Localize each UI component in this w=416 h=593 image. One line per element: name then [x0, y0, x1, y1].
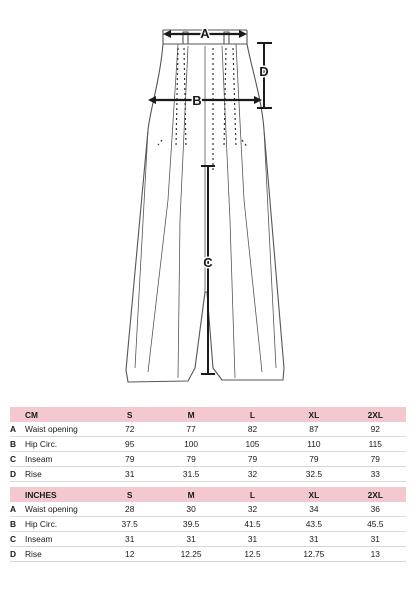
size-header: S: [99, 487, 160, 502]
row-label: Inseam: [24, 532, 99, 547]
table-cell: 31: [283, 532, 344, 547]
table-cell: 12.75: [283, 547, 344, 562]
stitch-lines: [158, 48, 248, 170]
size-table-inches: [10, 487, 406, 562]
size-header: XL: [283, 407, 344, 422]
row-label: Waist opening: [24, 502, 99, 517]
inseam-measure: [201, 166, 215, 374]
table-row: [10, 452, 406, 467]
table-cell: 77: [160, 422, 221, 437]
table-cell: 31: [160, 532, 221, 547]
hip-marker-label: B: [192, 93, 202, 108]
size-header: S: [99, 407, 160, 422]
table-cell: 100: [160, 437, 221, 452]
table-cell: 31.5: [160, 467, 221, 482]
row-key: A: [10, 502, 24, 517]
row-label: Hip Circ.: [24, 517, 99, 532]
table-cell: 39.5: [160, 517, 221, 532]
table-row: [10, 467, 406, 482]
header-spacer: [10, 407, 24, 422]
pants-outline: [126, 30, 284, 382]
table-cell: 31: [345, 532, 406, 547]
size-header: 2XL: [345, 487, 406, 502]
table-cell: 41.5: [222, 517, 283, 532]
table-cell: 79: [345, 452, 406, 467]
table-cell: 115: [345, 437, 406, 452]
table-cell: 30: [160, 502, 221, 517]
table-header-row: [10, 487, 406, 502]
table-cell: 28: [99, 502, 160, 517]
unit-label: CM: [24, 407, 99, 422]
size-header: M: [160, 487, 221, 502]
table-cell: 87: [283, 422, 344, 437]
table-row: [10, 547, 406, 562]
table-cell: 105: [222, 437, 283, 452]
table-cell: 92: [345, 422, 406, 437]
row-label: Rise: [24, 547, 99, 562]
table-cell: 12.25: [160, 547, 221, 562]
row-key: D: [10, 547, 24, 562]
rise-marker-label: D: [259, 64, 269, 79]
row-key: B: [10, 517, 24, 532]
table-cell: 12: [99, 547, 160, 562]
table-cell: 32: [222, 502, 283, 517]
table-cell: 33: [345, 467, 406, 482]
table-cell: 79: [283, 452, 344, 467]
table-row: [10, 532, 406, 547]
table-cell: 36: [345, 502, 406, 517]
row-key: C: [10, 532, 24, 547]
row-key: A: [10, 422, 24, 437]
size-header: L: [222, 487, 283, 502]
table-cell: 79: [99, 452, 160, 467]
waist-marker-label: A: [200, 26, 210, 41]
unit-label: INCHES: [24, 487, 99, 502]
row-key: D: [10, 467, 24, 482]
table-cell: 45.5: [345, 517, 406, 532]
table-cell: 31: [222, 532, 283, 547]
table-cell: 110: [283, 437, 344, 452]
table-cell: 34: [283, 502, 344, 517]
size-header: L: [222, 407, 283, 422]
table-cell: 79: [222, 452, 283, 467]
table-cell: 82: [222, 422, 283, 437]
table-cell: 95: [99, 437, 160, 452]
table-cell: 37.5: [99, 517, 160, 532]
table-cell: 31: [99, 532, 160, 547]
row-label: Waist opening: [24, 422, 99, 437]
row-key: C: [10, 452, 24, 467]
size-table-cm: [10, 407, 406, 482]
row-label: Inseam: [24, 452, 99, 467]
table-cell: 79: [160, 452, 221, 467]
header-spacer: [10, 487, 24, 502]
table-cell: 13: [345, 547, 406, 562]
table-cell: 31: [99, 467, 160, 482]
table-cell: 12.5: [222, 547, 283, 562]
size-header: XL: [283, 487, 344, 502]
table-row: [10, 437, 406, 452]
table-header-row: [10, 407, 406, 422]
table-row: [10, 502, 406, 517]
table-cell: 32: [222, 467, 283, 482]
size-header: M: [160, 407, 221, 422]
table-row: [10, 517, 406, 532]
row-label: Hip Circ.: [24, 437, 99, 452]
table-row: [10, 422, 406, 437]
table-cell: 72: [99, 422, 160, 437]
row-label: Rise: [24, 467, 99, 482]
row-key: B: [10, 437, 24, 452]
table-cell: 43.5: [283, 517, 344, 532]
size-header: 2XL: [345, 407, 406, 422]
table-cell: 32.5: [283, 467, 344, 482]
inseam-marker-label: C: [203, 255, 213, 270]
